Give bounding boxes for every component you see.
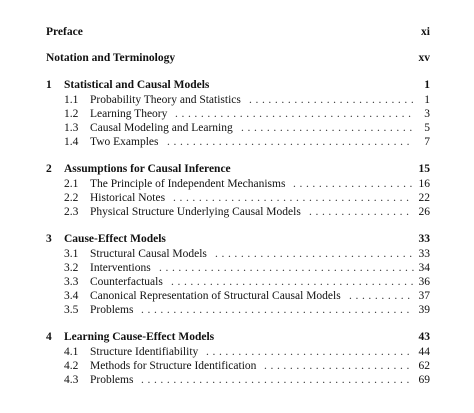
toc-page-number: 1 (424, 79, 430, 91)
toc-section-number: 2.2 (64, 192, 79, 204)
toc-section-number: 1.3 (64, 122, 79, 134)
toc-page-number: 36 (418, 276, 430, 288)
toc-section-title: Historical Notes (90, 192, 166, 204)
toc-section-title: Physical Structure Underlying Causal Models (90, 206, 301, 218)
toc-page-number: 62 (418, 360, 430, 372)
toc-chapter-entry (0, 329, 474, 345)
toc-dot-leader: ...................................... (167, 136, 414, 148)
toc-section-number: 3.3 (64, 276, 79, 288)
toc-section-entry (0, 204, 474, 220)
toc-section-title: Counterfactuals (90, 276, 163, 288)
toc-section-entry (0, 302, 474, 318)
toc-chapter-entry (0, 231, 474, 247)
toc-section-title: Interventions (90, 262, 151, 274)
toc-page-number: xv (418, 52, 430, 64)
toc-section-title: Probability Theory and Statistics (90, 94, 241, 106)
toc-section-title: Structure Identifiability (90, 346, 199, 358)
toc-page-number: xi (421, 26, 430, 38)
toc-dot-leader: ....................... (264, 360, 413, 372)
toc-page-number: 33 (418, 248, 430, 260)
toc-front-entry (0, 24, 474, 40)
toc-section-number: 2.1 (64, 178, 79, 190)
toc-section-title: Structural Causal Models (90, 248, 207, 260)
toc-dot-leader: .......... (349, 290, 414, 302)
toc-dot-leader: .......................................... (141, 374, 413, 386)
toc-dot-leader: ................................ (206, 346, 414, 358)
toc-dot-leader: ............................... (215, 248, 416, 260)
toc-section-number: 4.3 (64, 374, 79, 386)
toc-dot-leader: ...................................... (171, 276, 418, 288)
toc-page-number: 1 (424, 94, 430, 106)
toc-section-title: Problems (90, 374, 134, 386)
toc-chapter-number: 2 (46, 163, 52, 175)
toc-chapter-number: 3 (46, 233, 52, 245)
toc-section-number: 3.1 (64, 248, 79, 260)
toc-front-title: Preface (46, 26, 83, 38)
toc-page-number: 69 (418, 374, 430, 386)
toc-chapter-entry (0, 77, 474, 93)
toc-section-number: 2.3 (64, 206, 79, 218)
toc-dot-leader: ..................................... (175, 108, 415, 120)
toc-page-number: 7 (424, 136, 430, 148)
toc-front-entry (0, 50, 474, 66)
toc-section-number: 4.2 (64, 360, 79, 372)
toc-dot-leader: ................ (309, 206, 413, 218)
toc-section-title: Canonical Representation of Structural Causal Models (90, 290, 341, 302)
toc-chapter-title: Statistical and Causal Models (64, 79, 210, 91)
toc-section-title: The Principle of Independent Mechanisms (90, 178, 286, 190)
toc-section-title: Causal Modeling and Learning (90, 122, 233, 134)
toc-section-number: 1.1 (64, 94, 79, 106)
toc-section-title: Methods for Structure Identification (90, 360, 257, 372)
toc-dot-leader: .......................... (249, 94, 418, 106)
toc-section-title: Two Examples (90, 136, 159, 148)
toc-section-number: 1.2 (64, 108, 79, 120)
toc-page-number: 26 (418, 206, 430, 218)
toc-front-title: Notation and Terminology (46, 52, 176, 64)
toc-page-number: 33 (418, 233, 430, 245)
toc-page-number: 3 (424, 108, 430, 120)
toc-section-title: Learning Theory (90, 108, 168, 120)
toc-section-entry (0, 372, 474, 388)
toc-page-number: 34 (418, 262, 430, 274)
toc-chapter-title: Cause-Effect Models (64, 233, 166, 245)
toc-chapter-title: Learning Cause-Effect Models (64, 331, 215, 343)
toc-section-title: Problems (90, 304, 134, 316)
toc-page-number: 16 (418, 178, 430, 190)
toc-page-number: 37 (418, 290, 430, 302)
toc-page-number: 44 (418, 346, 430, 358)
toc-section-number: 1.4 (64, 136, 79, 148)
toc-dot-leader: .......................................... (141, 304, 413, 316)
toc-chapter-entry (0, 161, 474, 177)
toc-section-number: 4.1 (64, 346, 79, 358)
toc-section-number: 3.2 (64, 262, 79, 274)
toc-dot-leader: ..................................... (173, 192, 413, 204)
toc-dot-leader: ........................... (241, 122, 416, 134)
toc-page-number: 5 (424, 122, 430, 134)
toc-chapter-number: 4 (46, 331, 52, 343)
toc-dot-leader: ................... (293, 178, 417, 190)
toc-section-number: 3.5 (64, 304, 79, 316)
toc-page-number: 15 (418, 163, 430, 175)
toc-dot-leader: ........................................ (159, 262, 418, 274)
toc-chapter-number: 1 (46, 79, 52, 91)
toc-page-number: 43 (418, 331, 430, 343)
toc-chapter-title: Assumptions for Causal Inference (64, 163, 231, 175)
toc-page-number: 22 (418, 192, 430, 204)
toc-section-entry (0, 134, 474, 150)
toc-page-number: 39 (418, 304, 430, 316)
toc-section-number: 3.4 (64, 290, 79, 302)
